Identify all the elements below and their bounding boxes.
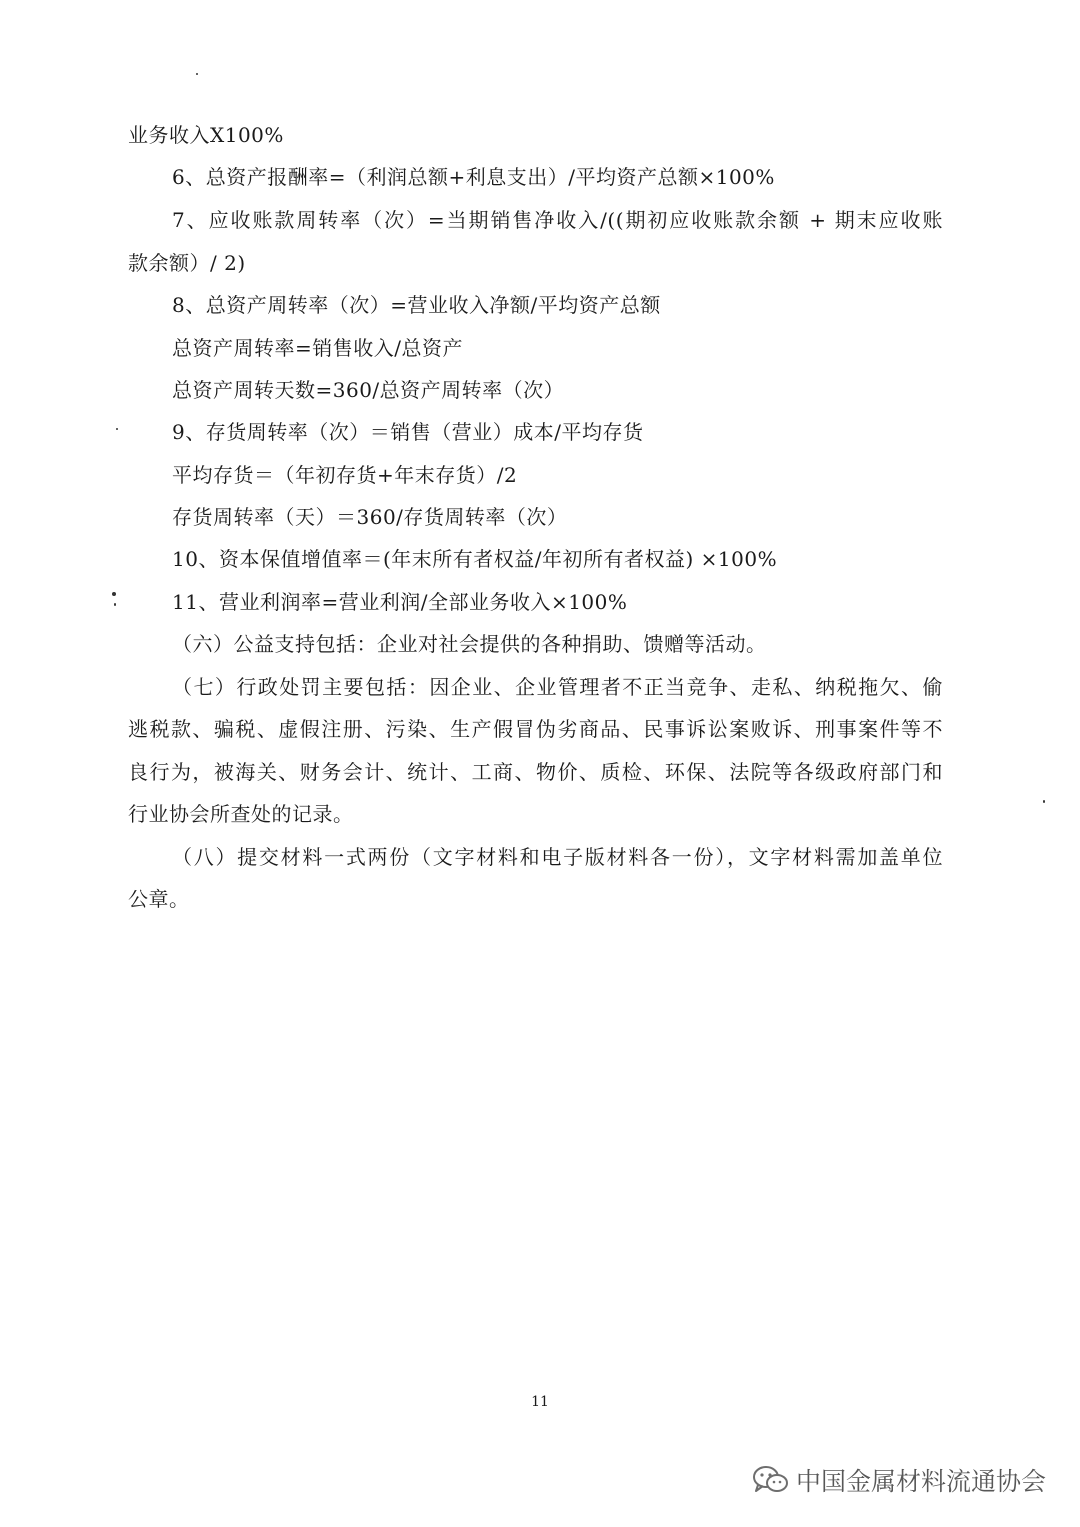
- text-line-16: 良行为，被海关、财务会计、统计、工商、物价、质检、环保、法院等各级政府部门和: [128, 760, 943, 784]
- watermark: [752, 1462, 1046, 1498]
- text-line-12: 11、营业利润率=营业利润/全部业务收入×100%: [172, 590, 628, 614]
- text-line-6: 总资产周转率=销售收入/总资产: [172, 336, 463, 360]
- text-line-4: 款余额）/ 2): [128, 251, 246, 275]
- watermark-text: 中国金属材料流通协会: [795, 1467, 1046, 1496]
- page-number: 11: [531, 1394, 549, 1410]
- scan-speck: [116, 428, 118, 430]
- text-line-17: 行业协会所查处的记录。: [128, 802, 354, 826]
- scan-speck: [114, 603, 116, 606]
- text-line-2: 6、总资产报酬率=（利润总额+利息支出）/平均资产总额×100%: [172, 165, 775, 189]
- text-line-18: （八）提交材料一式两份（文字材料和电子版材料各一份），文字材料需加盖单位: [172, 845, 943, 869]
- text-line-19: 公章。: [128, 887, 190, 911]
- text-line-14: （七）行政处罚主要包括：因企业、企业管理者不正当竞争、走私、纳税拖欠、偷: [172, 675, 943, 699]
- scan-speck: [196, 73, 198, 75]
- scan-speck: [1043, 800, 1045, 803]
- wechat-icon: [752, 1465, 790, 1495]
- text-line-3: 7、应收账款周转率（次）=当期销售净收入/((期初应收账款余额 + 期末应收账: [172, 208, 943, 232]
- scan-speck: [112, 592, 116, 596]
- text-line-1: 业务收入X100%: [128, 123, 284, 147]
- text-line-11: 10、资本保值增值率＝(年末所有者权益/年初所有者权益) ×100%: [172, 547, 778, 571]
- text-line-15: 逃税款、骗税、虚假注册、污染、生产假冒伪劣商品、民事诉讼案败诉、刑事案件等不: [128, 717, 943, 741]
- text-line-13: （六）公益支持包括：企业对社会提供的各种捐助、馈赠等活动。: [172, 632, 767, 656]
- text-line-10: 存货周转率（天）＝360/存货周转率（次）: [172, 505, 568, 529]
- text-line-8: 9、存货周转率（次）＝销售（营业）成本/平均存货: [172, 420, 644, 444]
- text-line-5: 8、总资产周转率（次）=营业收入净额/平均资产总额: [172, 293, 661, 317]
- text-line-7: 总资产周转天数=360/总资产周转率（次）: [172, 378, 565, 402]
- text-line-9: 平均存货＝（年初存货+年末存货）/2: [172, 463, 518, 487]
